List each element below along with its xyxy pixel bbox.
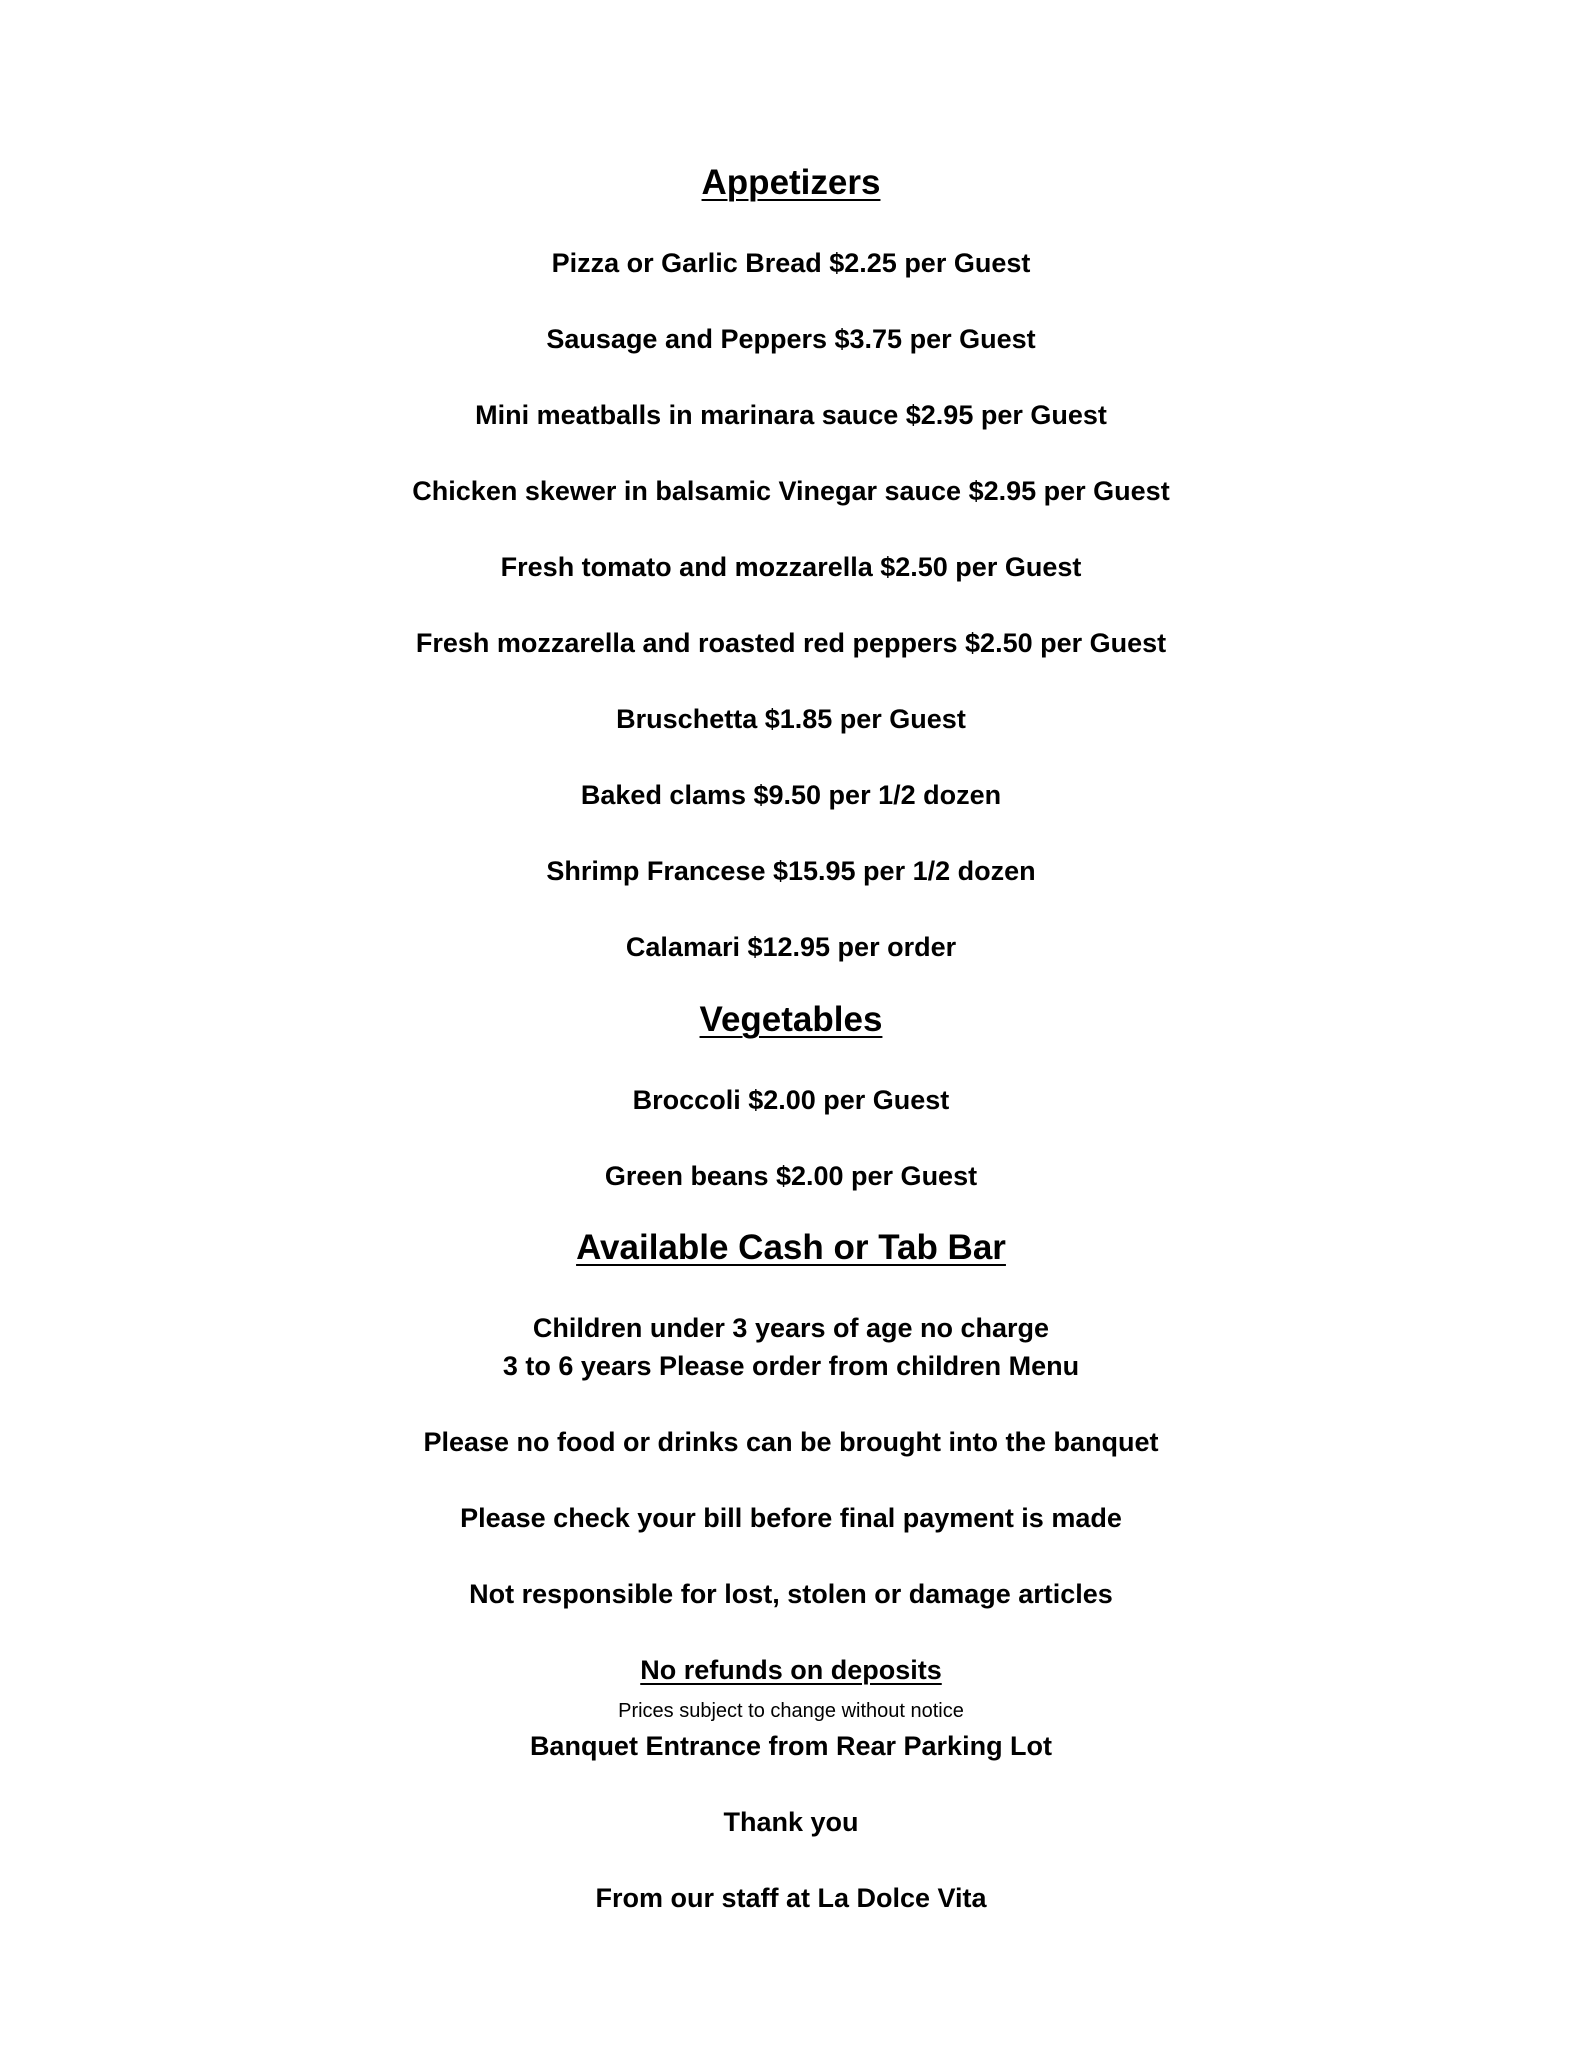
check-bill-note: Please check your bill before final payment is made [460,1503,1122,1533]
staff-signoff: From our staff at La Dolce Vita [595,1883,987,1913]
refund-policy: No refunds on deposits [640,1655,942,1685]
outside-food-note: Please no food or drinks can be brought into the banquet [423,1427,1159,1457]
appetizer-item: Shrimp Francese $15.95 per 1/2 dozen [546,856,1036,886]
children-menu-note: 3 to 6 years Please order from children Menu [502,1351,1080,1381]
appetizer-item: Chicken skewer in balsamic Vinegar sauce $2.95 per Guest [412,476,1170,506]
appetizer-item: Sausage and Peppers $3.75 per Guest [546,324,1036,354]
appetizers-heading: Appetizers [701,163,881,202]
prices-notice: Prices subject to change without notice [618,1700,964,1722]
appetizer-item: Bruschetta $1.85 per Guest [616,704,966,734]
appetizer-item: Baked clams $9.50 per 1/2 dozen [580,780,1002,810]
appetizer-item: Calamari $12.95 per order [625,932,957,962]
entrance-note: Banquet Entrance from Rear Parking Lot [529,1731,1053,1761]
liability-note: Not responsible for lost, stolen or damage articles [469,1579,1113,1609]
appetizer-item: Fresh mozzarella and roasted red peppers $2.50 per Guest [415,628,1167,658]
appetizer-item: Pizza or Garlic Bread $2.25 per Guest [551,248,1031,278]
vegetable-item: Green beans $2.00 per Guest [604,1161,978,1191]
bar-heading: Available Cash or Tab Bar [576,1228,1006,1267]
appetizer-item: Mini meatballs in marinara sauce $2.95 per Guest [475,400,1107,430]
vegetable-item: Broccoli $2.00 per Guest [632,1085,950,1115]
thank-you: Thank you [723,1807,859,1837]
appetizer-item: Fresh tomato and mozzarella $2.50 per Guest [500,552,1082,582]
children-note: Children under 3 years of age no charge [532,1313,1050,1343]
vegetables-heading: Vegetables [699,1000,883,1039]
